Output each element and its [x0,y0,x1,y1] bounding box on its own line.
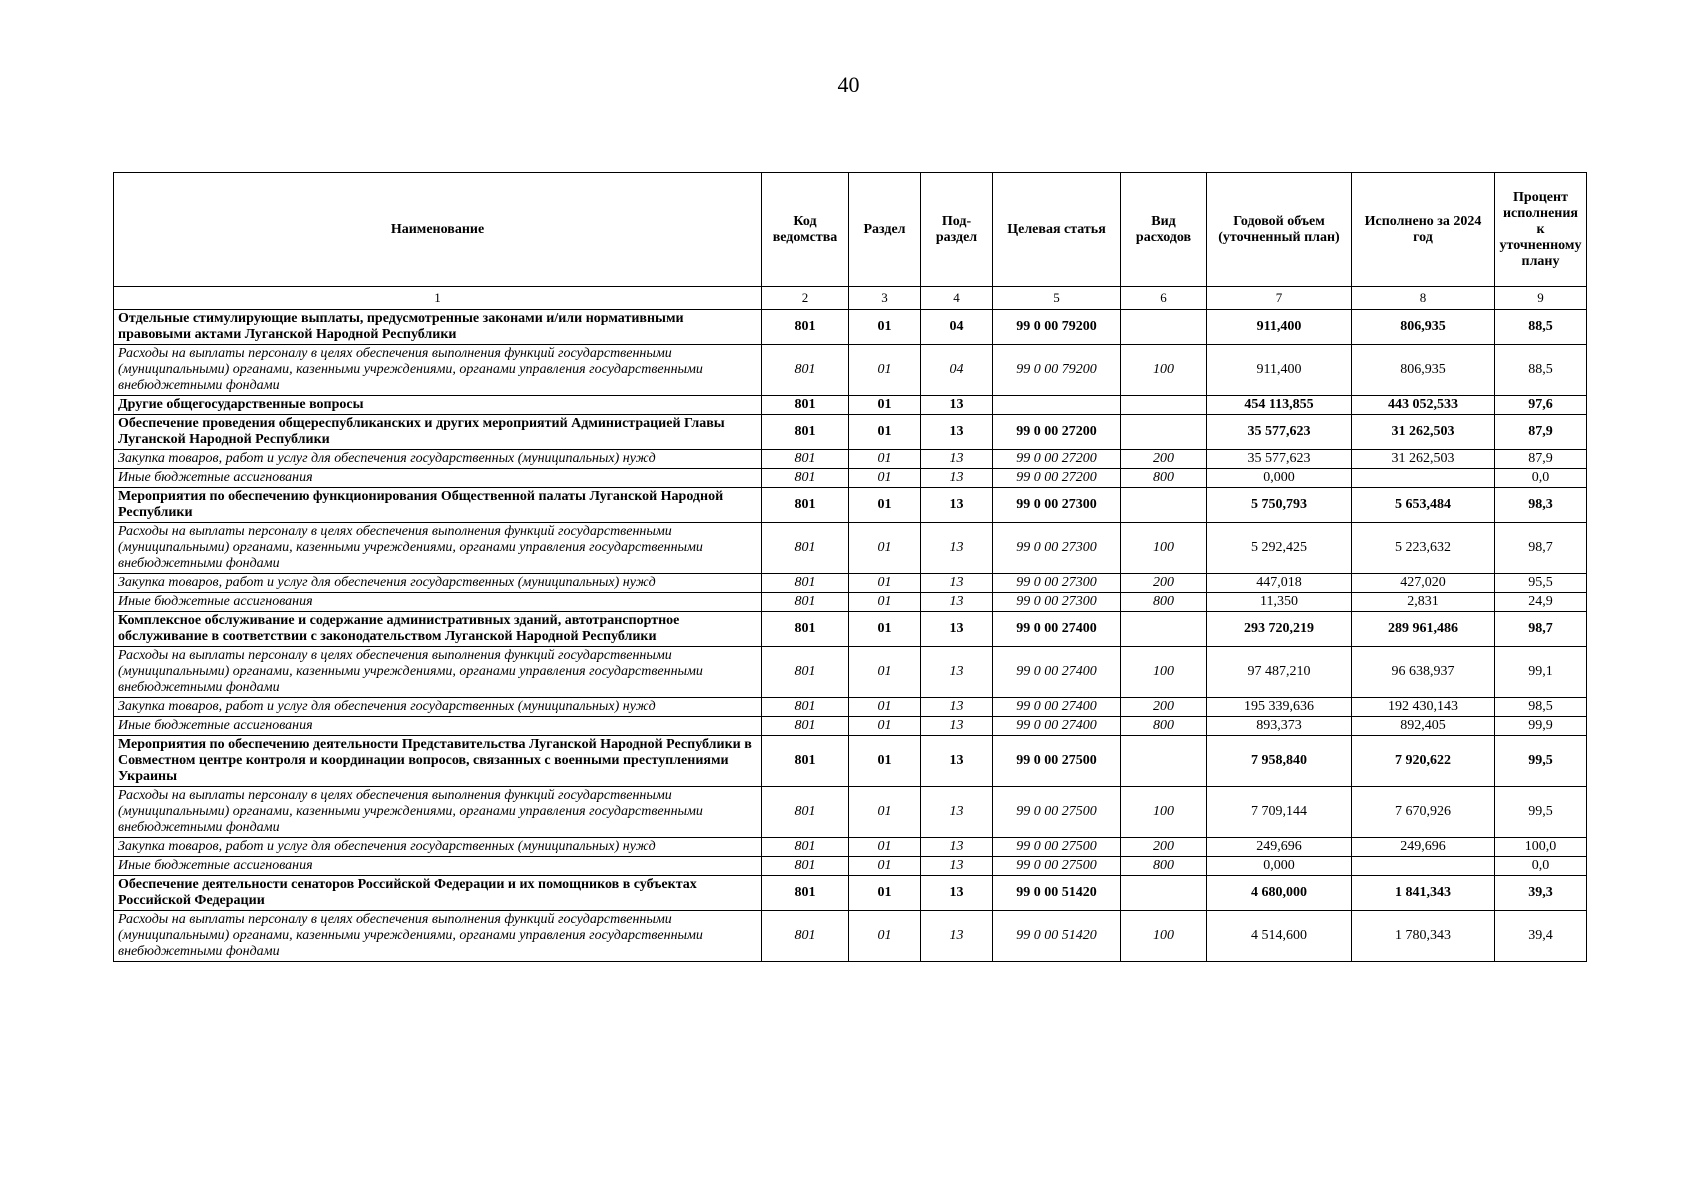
cell-subsection: 13 [921,647,993,698]
cell-executed: 31 262,503 [1352,415,1495,450]
table-row [114,396,1587,415]
cell-name: Закупка товаров, работ и услуг для обеспечения государственных (муниципальных) нужд [114,838,762,857]
cell-code: 801 [762,310,849,345]
cell-annual-plan: 293 720,219 [1207,612,1352,647]
cell-article: 99 0 00 27300 [993,523,1121,574]
cell-expense-type [1121,310,1207,345]
cell-section: 01 [849,310,921,345]
column-number: 4 [921,287,993,310]
cell-name: Иные бюджетные ассигнования [114,857,762,876]
cell-subsection: 13 [921,523,993,574]
cell-expense-type: 100 [1121,523,1207,574]
cell-section: 01 [849,593,921,612]
cell-code: 801 [762,698,849,717]
cell-expense-type [1121,396,1207,415]
cell-name: Расходы на выплаты персоналу в целях обеспечения выполнения функций государственными (муниципальными) органами, казенными учреждениями, органами управления государственными внебюджетными фондами [114,911,762,962]
cell-code: 801 [762,593,849,612]
cell-article: 99 0 00 51420 [993,911,1121,962]
page-number: 40 [837,72,860,97]
cell-subsection: 04 [921,345,993,396]
cell-article: 99 0 00 27400 [993,717,1121,736]
cell-percent: 0,0 [1495,857,1587,876]
cell-subsection: 13 [921,857,993,876]
cell-article: 99 0 00 27500 [993,857,1121,876]
header-article: Целевая статья [993,173,1121,287]
cell-executed: 806,935 [1352,310,1495,345]
cell-code: 801 [762,469,849,488]
header-code: Код ведомства [762,173,849,287]
cell-executed: 1 841,343 [1352,876,1495,911]
cell-section: 01 [849,612,921,647]
cell-subsection: 13 [921,488,993,523]
table-row [114,698,1587,717]
cell-section: 01 [849,415,921,450]
column-number-row [114,287,1587,310]
cell-name: Расходы на выплаты персоналу в целях обеспечения выполнения функций государственными (муниципальными) органами, казенными учреждениями, органами управления государственными внебюджетными фондами [114,647,762,698]
table-row [114,488,1587,523]
cell-executed: 7 670,926 [1352,787,1495,838]
cell-expense-type: 200 [1121,838,1207,857]
cell-article: 99 0 00 27200 [993,415,1121,450]
cell-code: 801 [762,396,849,415]
cell-name: Расходы на выплаты персоналу в целях обеспечения выполнения функций государственными (муниципальными) органами, казенными учреждениями, органами управления государственными внебюджетными фондами [114,523,762,574]
header-percent: Процент исполнения к уточненному плану [1495,173,1587,287]
table-body [114,310,1587,962]
cell-executed: 1 780,343 [1352,911,1495,962]
cell-code: 801 [762,838,849,857]
cell-article: 99 0 00 27300 [993,488,1121,523]
cell-percent: 99,5 [1495,787,1587,838]
table-row [114,415,1587,450]
cell-expense-type: 100 [1121,345,1207,396]
cell-code: 801 [762,647,849,698]
cell-expense-type [1121,876,1207,911]
cell-name: Другие общегосударственные вопросы [114,396,762,415]
table-row [114,787,1587,838]
cell-subsection: 13 [921,593,993,612]
cell-annual-plan: 35 577,623 [1207,450,1352,469]
cell-percent: 98,3 [1495,488,1587,523]
cell-annual-plan: 7 709,144 [1207,787,1352,838]
cell-executed: 806,935 [1352,345,1495,396]
cell-annual-plan: 447,018 [1207,574,1352,593]
cell-subsection: 13 [921,396,993,415]
cell-executed [1352,857,1495,876]
cell-expense-type: 100 [1121,647,1207,698]
cell-annual-plan: 893,373 [1207,717,1352,736]
cell-expense-type [1121,736,1207,787]
cell-expense-type: 200 [1121,698,1207,717]
cell-subsection: 13 [921,612,993,647]
cell-subsection: 13 [921,787,993,838]
cell-percent: 87,9 [1495,450,1587,469]
cell-expense-type: 100 [1121,911,1207,962]
cell-section: 01 [849,736,921,787]
cell-subsection: 13 [921,838,993,857]
column-number: 7 [1207,287,1352,310]
cell-annual-plan: 11,350 [1207,593,1352,612]
cell-section: 01 [849,838,921,857]
cell-article: 99 0 00 27200 [993,450,1121,469]
cell-code: 801 [762,574,849,593]
cell-percent: 39,3 [1495,876,1587,911]
cell-name: Закупка товаров, работ и услуг для обеспечения государственных (муниципальных) нужд [114,698,762,717]
budget-execution-table [113,172,1587,962]
cell-section: 01 [849,488,921,523]
cell-code: 801 [762,787,849,838]
cell-code: 801 [762,857,849,876]
column-number: 2 [762,287,849,310]
cell-annual-plan: 35 577,623 [1207,415,1352,450]
column-number: 9 [1495,287,1587,310]
cell-executed: 249,696 [1352,838,1495,857]
cell-expense-type: 800 [1121,469,1207,488]
cell-name: Закупка товаров, работ и услуг для обеспечения государственных (муниципальных) нужд [114,574,762,593]
cell-section: 01 [849,911,921,962]
cell-executed: 192 430,143 [1352,698,1495,717]
cell-annual-plan: 7 958,840 [1207,736,1352,787]
table-row [114,717,1587,736]
cell-section: 01 [849,574,921,593]
cell-section: 01 [849,396,921,415]
cell-section: 01 [849,523,921,574]
cell-annual-plan: 911,400 [1207,310,1352,345]
cell-executed: 2,831 [1352,593,1495,612]
cell-article: 99 0 00 27500 [993,838,1121,857]
cell-article: 99 0 00 79200 [993,310,1121,345]
cell-annual-plan: 5 292,425 [1207,523,1352,574]
cell-annual-plan: 0,000 [1207,857,1352,876]
cell-annual-plan: 5 750,793 [1207,488,1352,523]
cell-name: Иные бюджетные ассигнования [114,593,762,612]
cell-executed: 5 653,484 [1352,488,1495,523]
cell-code: 801 [762,612,849,647]
header-expense-type: Вид расходов [1121,173,1207,287]
cell-percent: 100,0 [1495,838,1587,857]
cell-article [993,396,1121,415]
cell-annual-plan: 4 514,600 [1207,911,1352,962]
header-subsection: Под-раздел [921,173,993,287]
cell-subsection: 13 [921,574,993,593]
table-row [114,574,1587,593]
cell-percent: 99,5 [1495,736,1587,787]
column-number: 8 [1352,287,1495,310]
cell-name: Иные бюджетные ассигнования [114,469,762,488]
cell-expense-type: 800 [1121,593,1207,612]
cell-percent: 99,9 [1495,717,1587,736]
cell-name: Отдельные стимулирующие выплаты, предусмотренные законами и/или нормативными правовыми актами Луганской Народной Республики [114,310,762,345]
cell-section: 01 [849,469,921,488]
table-row [114,523,1587,574]
cell-percent: 87,9 [1495,415,1587,450]
cell-annual-plan: 97 487,210 [1207,647,1352,698]
cell-annual-plan: 249,696 [1207,838,1352,857]
cell-subsection: 13 [921,911,993,962]
cell-section: 01 [849,857,921,876]
cell-percent: 88,5 [1495,345,1587,396]
cell-subsection: 13 [921,415,993,450]
cell-executed: 892,405 [1352,717,1495,736]
table-row [114,593,1587,612]
cell-expense-type: 800 [1121,857,1207,876]
cell-percent: 95,5 [1495,574,1587,593]
cell-subsection: 13 [921,450,993,469]
column-number: 1 [114,287,762,310]
cell-section: 01 [849,345,921,396]
table-row [114,345,1587,396]
cell-executed: 5 223,632 [1352,523,1495,574]
cell-executed: 443 052,533 [1352,396,1495,415]
header-section: Раздел [849,173,921,287]
cell-executed: 427,020 [1352,574,1495,593]
cell-executed [1352,469,1495,488]
cell-name: Обеспечение проведения общереспубликанских и других мероприятий Администрацией Главы Луганской Народной Республики [114,415,762,450]
cell-annual-plan: 195 339,636 [1207,698,1352,717]
cell-annual-plan: 454 113,855 [1207,396,1352,415]
cell-expense-type [1121,612,1207,647]
cell-expense-type: 100 [1121,787,1207,838]
cell-expense-type: 200 [1121,450,1207,469]
cell-section: 01 [849,717,921,736]
cell-article: 99 0 00 27300 [993,574,1121,593]
cell-article: 99 0 00 51420 [993,876,1121,911]
cell-expense-type [1121,488,1207,523]
cell-annual-plan: 4 680,000 [1207,876,1352,911]
cell-subsection: 13 [921,717,993,736]
cell-article: 99 0 00 27500 [993,736,1121,787]
cell-code: 801 [762,450,849,469]
cell-name: Закупка товаров, работ и услуг для обеспечения государственных (муниципальных) нужд [114,450,762,469]
cell-name: Мероприятия по обеспечению функционирования Общественной палаты Луганской Народной Республики [114,488,762,523]
cell-percent: 98,7 [1495,523,1587,574]
cell-name: Комплексное обслуживание и содержание административных зданий, автотранспортное обслуживание в соответствии с законодательством Луганской Народной Республики [114,612,762,647]
cell-article: 99 0 00 27400 [993,612,1121,647]
cell-subsection: 13 [921,736,993,787]
header-executed: Исполнено за 2024 год [1352,173,1495,287]
cell-article: 99 0 00 27400 [993,698,1121,717]
cell-article: 99 0 00 27300 [993,593,1121,612]
table-row [114,911,1587,962]
cell-annual-plan: 911,400 [1207,345,1352,396]
column-number: 6 [1121,287,1207,310]
cell-article: 99 0 00 27200 [993,469,1121,488]
cell-code: 801 [762,911,849,962]
cell-article: 99 0 00 79200 [993,345,1121,396]
cell-article: 99 0 00 27400 [993,647,1121,698]
cell-section: 01 [849,698,921,717]
cell-subsection: 13 [921,469,993,488]
cell-section: 01 [849,450,921,469]
cell-percent: 39,4 [1495,911,1587,962]
cell-name: Расходы на выплаты персоналу в целях обеспечения выполнения функций государственными (муниципальными) органами, казенными учреждениями, органами управления государственными внебюджетными фондами [114,345,762,396]
cell-annual-plan: 0,000 [1207,469,1352,488]
cell-name: Расходы на выплаты персоналу в целях обеспечения выполнения функций государственными (муниципальными) органами, казенными учреждениями, органами управления государственными внебюджетными фондами [114,787,762,838]
cell-code: 801 [762,717,849,736]
table-row [114,857,1587,876]
cell-code: 801 [762,523,849,574]
cell-percent: 0,0 [1495,469,1587,488]
cell-percent: 98,5 [1495,698,1587,717]
cell-section: 01 [849,876,921,911]
header-name: Наименование [114,173,762,287]
table-row [114,469,1587,488]
table-row [114,310,1587,345]
cell-code: 801 [762,876,849,911]
cell-subsection: 13 [921,698,993,717]
cell-code: 801 [762,345,849,396]
cell-percent: 88,5 [1495,310,1587,345]
header-annual-plan: Годовой объем (уточненный план) [1207,173,1352,287]
cell-expense-type [1121,415,1207,450]
cell-percent: 98,7 [1495,612,1587,647]
cell-subsection: 13 [921,876,993,911]
cell-name: Иные бюджетные ассигнования [114,717,762,736]
cell-code: 801 [762,736,849,787]
cell-section: 01 [849,787,921,838]
cell-code: 801 [762,415,849,450]
column-number: 3 [849,287,921,310]
cell-subsection: 04 [921,310,993,345]
cell-name: Обеспечение деятельности сенаторов Российской Федерации и их помощников в субъектах Российской Федерации [114,876,762,911]
cell-section: 01 [849,647,921,698]
table-row [114,736,1587,787]
cell-percent: 24,9 [1495,593,1587,612]
cell-executed: 96 638,937 [1352,647,1495,698]
cell-expense-type: 200 [1121,574,1207,593]
table-row [114,838,1587,857]
table-row [114,876,1587,911]
cell-executed: 289 961,486 [1352,612,1495,647]
column-number: 5 [993,287,1121,310]
cell-executed: 7 920,622 [1352,736,1495,787]
table-row [114,612,1587,647]
cell-executed: 31 262,503 [1352,450,1495,469]
cell-code: 801 [762,488,849,523]
cell-expense-type: 800 [1121,717,1207,736]
table-row [114,450,1587,469]
cell-article: 99 0 00 27500 [993,787,1121,838]
table-row [114,647,1587,698]
header-row [114,173,1587,287]
cell-percent: 97,6 [1495,396,1587,415]
cell-name: Мероприятия по обеспечению деятельности Представительства Луганской Народной Республики в Совместном центре контроля и координации вопросов, связанных с военными преступлениями Украины [114,736,762,787]
cell-percent: 99,1 [1495,647,1587,698]
